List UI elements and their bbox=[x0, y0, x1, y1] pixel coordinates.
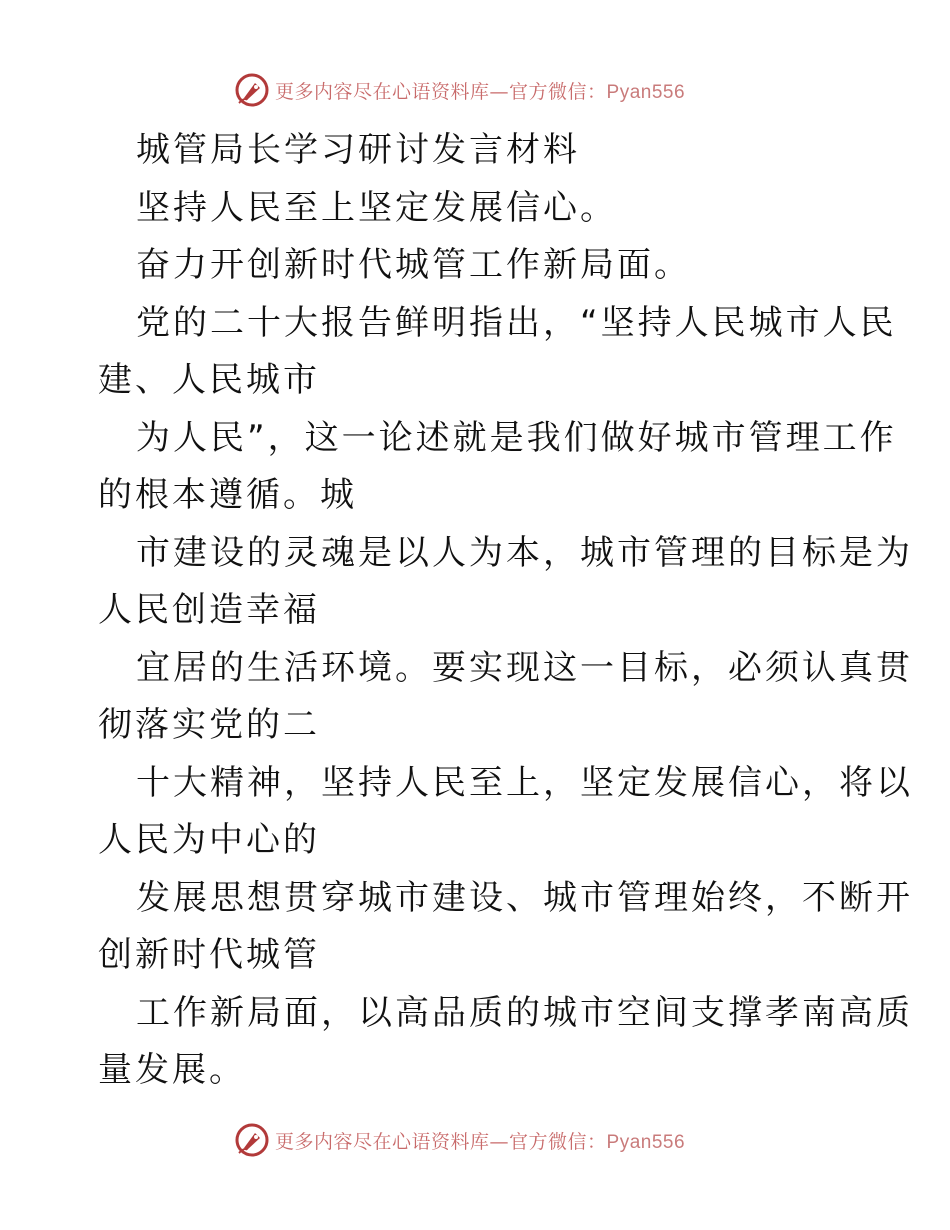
paragraph-line: 发展思想贯穿城市建设、城市管理始终，不断开 bbox=[136, 877, 913, 918]
banner-text: 更多内容尽在心语资料库—官方微信： bbox=[275, 1130, 607, 1153]
paragraph-line: 十大精神，坚持人民至上，坚定发展信心，将以 bbox=[136, 762, 913, 803]
paragraph-line: 为人民”，这一论述就是我们做好城市管理工作 bbox=[136, 417, 897, 458]
footer-banner bbox=[235, 1122, 685, 1158]
document-subtitle-1: 坚持人民至上坚定发展信心。 bbox=[136, 187, 617, 228]
paragraph-line: 人民创造幸福 bbox=[98, 590, 320, 630]
paragraph-line: 建、人民城市 bbox=[98, 360, 320, 400]
banner-text: 更多内容尽在心语资料库—官方微信： bbox=[275, 80, 607, 103]
paragraph-line: 的根本遵循。城 bbox=[98, 475, 357, 515]
paragraph bbox=[98, 640, 913, 755]
paragraph-line: 彻落实党的二 bbox=[98, 705, 320, 745]
paragraph-line: 工作新局面，以高品质的城市空间支撑孝南高质 bbox=[136, 992, 913, 1033]
document-title: 城管局长学习研讨发言材料 bbox=[136, 130, 580, 170]
wechat-id: Pyan556 bbox=[606, 1131, 686, 1153]
header-banner bbox=[235, 72, 685, 108]
pen-nib-logo-icon bbox=[235, 73, 269, 107]
paragraph-line: 党的二十大报告鲜明指出，“坚持人民城市人民 bbox=[136, 302, 897, 343]
paragraph bbox=[98, 755, 913, 870]
paragraph-line: 创新时代城管 bbox=[98, 935, 320, 975]
paragraph bbox=[98, 525, 913, 640]
pen-nib-logo-icon bbox=[235, 1123, 269, 1157]
paragraph-line: 市建设的灵魂是以人为本，城市管理的目标是为 bbox=[136, 532, 913, 573]
paragraph-line: 人民为中心的 bbox=[98, 820, 320, 860]
paragraph bbox=[98, 410, 897, 525]
paragraph bbox=[98, 295, 897, 410]
paragraph-line: 量发展。 bbox=[98, 1050, 246, 1090]
document-subtitle-2: 奋力开创新时代城管工作新局面。 bbox=[136, 245, 691, 285]
paragraph bbox=[98, 870, 913, 985]
wechat-id: Pyan556 bbox=[606, 81, 686, 103]
paragraph bbox=[98, 985, 913, 1100]
document-body bbox=[98, 122, 913, 1100]
paragraph-line: 宜居的生活环境。要实现这一目标，必须认真贯 bbox=[136, 647, 913, 688]
